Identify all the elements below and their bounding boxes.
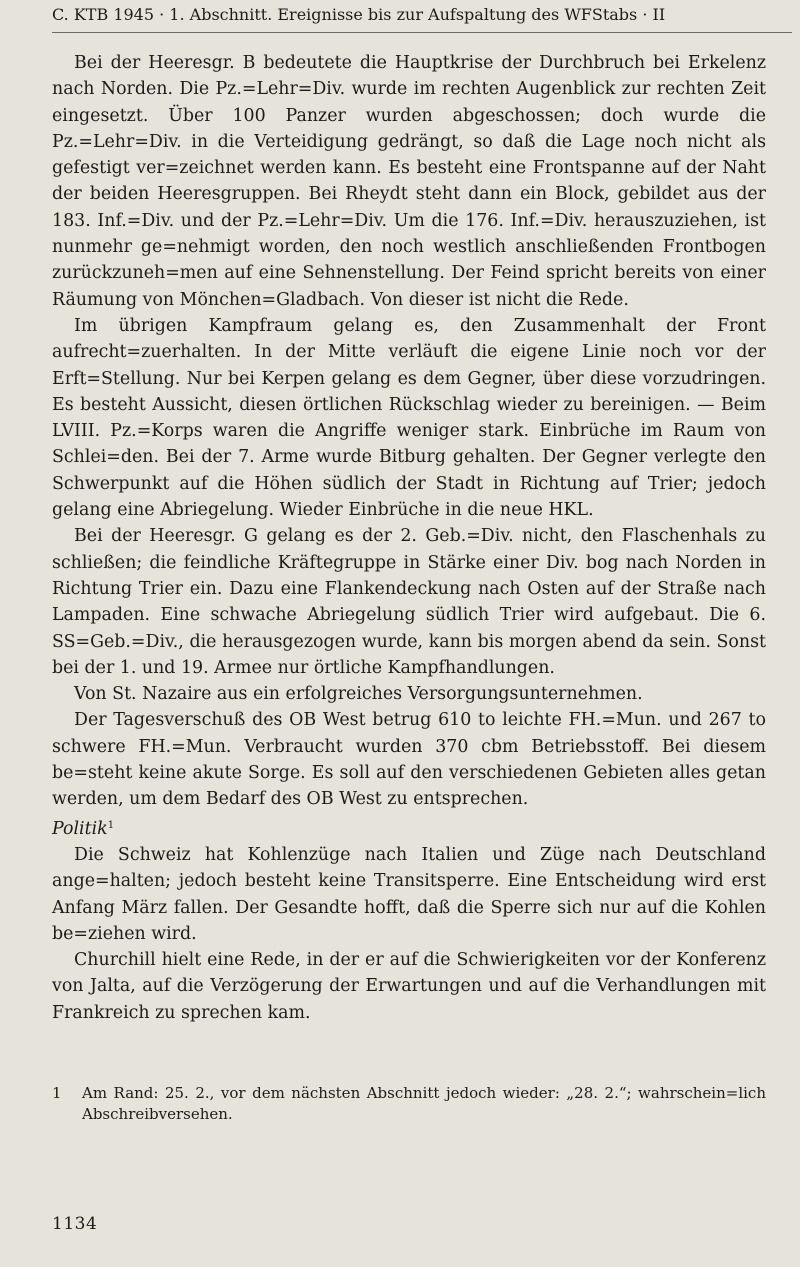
footnote: [52, 1083, 766, 1125]
paragraph-heeresgruppe-b: Bei der Heeresgr. B bedeutete die Hauptkrise der Durchbruch bei Erkelenz nach Norden. Die Pz.=Lehr=Div. wurde im rechten Augenblick zur rechten Zeit eingesetzt. Über 100 Panzer wurden abgeschossen; doch wurde die Pz.=Lehr=Div. in die Verteidigung gedrängt, so daß die Lage noch nicht als gefestigt ver=zeichnet werden kann. Es besteht eine Frontspanne auf der Naht der beiden Heeresgruppen. Bei Rheydt steht dann ein Block, gebildet aus der 183. Inf.=Div. und der Pz.=Lehr=Div. Um die 176. Inf.=Div. herauszuziehen, ist nunmehr ge=nehmigt worden, den noch westlich anschließenden Frontbogen zurückzuneh=men auf eine Sehnenstellung. Der Feind spricht bereits von einer Räumung von Mönchen=Gladbach. Von dieser ist nicht die Rede.: [52, 53, 766, 310]
running-header: C. KTB 1945 · 1. Abschnitt. Ereignisse bis zur Aufspaltung des WFStabs · II: [52, 4, 792, 33]
paragraph-tagesverschuss: Der Tagesverschuß des OB West betrug 610 to leichte FH.=Mun. und 267 to schwere FH.=Mun. Verbraucht wurden 370 cbm Betriebsstoff. Bei diesem be=steht keine akute Sorge. Es soll auf den verschiedenen Gebieten alles getan werden, um dem Bedarf des OB West zu entsprechen.: [52, 710, 766, 810]
section-heading-politik: [52, 813, 766, 842]
section-heading-text: Politik: [52, 818, 108, 839]
footnote-text: Am Rand: 25. 2., vor dem nächsten Abschnitt jedoch wieder: „28. 2.“; wahrschein=lich Abschreibversehen.: [82, 1084, 766, 1123]
paragraph-churchill: Churchill hielt eine Rede, in der er auf die Schwierigkeiten vor der Konferenz von Jalta, auf die Verzögerung der Erwartungen und auf die Verhandlungen mit Frankreich zu sprechen kam.: [52, 950, 766, 1023]
paragraph-kampfraum: Im übrigen Kampfraum gelang es, den Zusammenhalt der Front aufrecht=zuerhalten. In der Mitte verläuft die eigene Linie noch vor der Erft=Stellung. Nur bei Kerpen gelang es dem Gegner, über diese vorzudringen. Es besteht Aussicht, diesen örtlichen Rückschlag wieder zu bereinigen. — Beim LVIII. Pz.=Korps waren die Angriffe weniger stark. Einbrüche im Raum von Schlei=den. Bei der 7. Arme wurde Bitburg gehalten. Der Gegner verlegte den Schwerpunkt auf die Höhen südlich der Stadt in Richtung auf Trier; jedoch gelang eine Abriegelung. Wieder Einbrüche in die neue HKL.: [52, 315, 766, 521]
paragraph-st-nazaire: Von St. Nazaire aus ein erfolgreiches Versorgungsunternehmen.: [74, 684, 643, 705]
page-number: 1134: [52, 1214, 98, 1234]
footnote-number: 1: [52, 1084, 62, 1102]
main-text: [52, 50, 766, 1026]
paragraph-schweiz: Die Schweiz hat Kohlenzüge nach Italien und Züge nach Deutschland ange=halten; jedoch besteht keine Transitsperre. Eine Entscheidung wird erst Anfang März fallen. Der Gesandte hofft, daß die Sperre sich nur auf die Kohlen be=ziehen wird.: [52, 844, 766, 944]
footnote-reference: 1: [107, 819, 115, 831]
paragraph-heeresgruppe-g: Bei der Heeresgr. G gelang es der 2. Geb.=Div. nicht, den Flaschenhals zu schließen; die feindliche Kräftegruppe in Stärke einer Div. bog nach Norden in Richtung Trier ein. Dazu eine Flankendeckung nach Osten auf der Straße nach Lampaden. Eine schwache Abriegelung südlich Trier wird aufgebaut. Die 6. SS=Geb.=Div., die herausgezogen wurde, kann bis morgen abend da sein. Sonst bei der 1. und 19. Armee nur örtliche Kampfhandlungen.: [52, 526, 766, 678]
